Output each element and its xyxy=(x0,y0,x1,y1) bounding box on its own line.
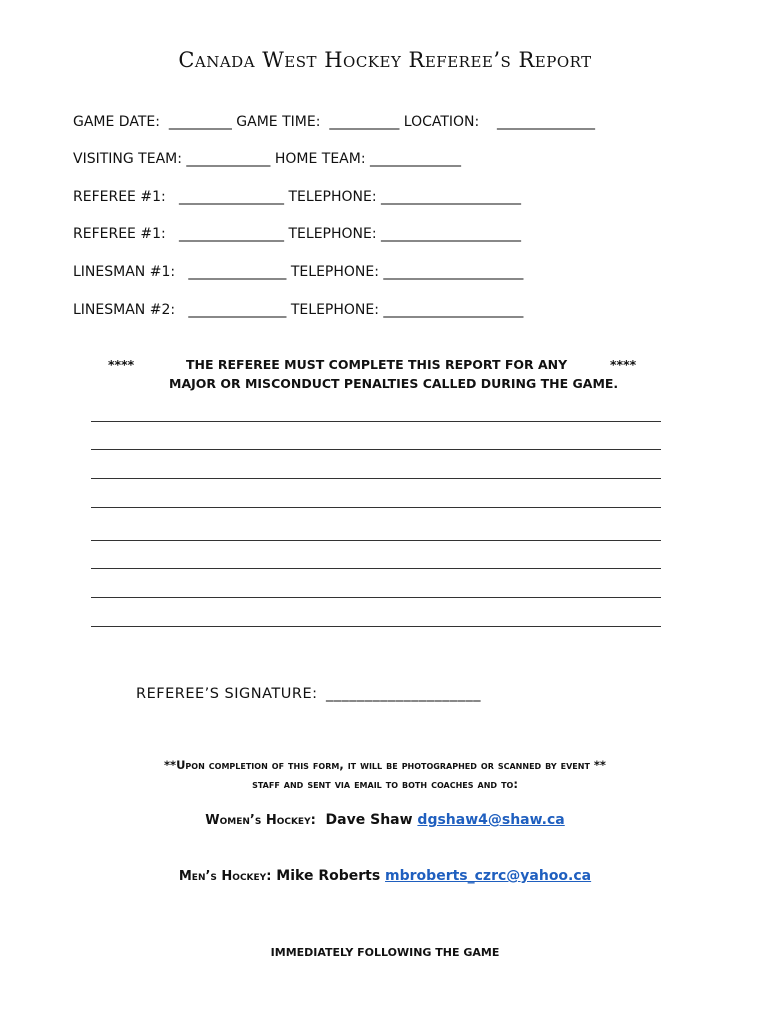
womens-name: Dave Shaw xyxy=(325,812,413,828)
referee-1-row: REFEREE #1: _______________ TELEPHONE: ____________________ xyxy=(73,189,522,205)
linesman-1-row: LINESMAN #1: ______________ TELEPHONE: ____________________ xyxy=(73,264,524,280)
signature-blank: ____________________ xyxy=(326,686,481,702)
report-line-7 xyxy=(91,597,661,598)
final-note: IMMEDIATELY FOLLOWING THE GAME xyxy=(270,946,500,959)
womens-email-link[interactable]: dgshaw4@shaw.ca xyxy=(417,812,565,828)
report-line-4 xyxy=(91,507,661,508)
teams-row: VISITING TEAM: ____________ HOME TEAM: _____________ xyxy=(73,151,461,167)
notice-line-1: THE REFEREE MUST COMPLETE THIS REPORT FOR ANY xyxy=(186,357,568,372)
report-line-8 xyxy=(91,626,661,627)
footer-line-1: **Upon completion of this form, it will be photographed or scanned by event ** xyxy=(164,758,606,772)
report-line-2 xyxy=(91,449,661,450)
notice-stars-right: **** xyxy=(610,357,637,372)
notice-stars-left: **** xyxy=(108,357,135,372)
signature-label: REFEREE’S SIGNATURE: xyxy=(136,686,318,702)
referee-2-row: REFEREE #1: _______________ TELEPHONE: ____________________ xyxy=(73,226,522,242)
mens-email-link[interactable]: mbroberts_czrc@yahoo.ca xyxy=(385,868,592,884)
notice-line-2: MAJOR OR MISCONDUCT PENALTIES CALLED DURING THE GAME. xyxy=(169,376,619,391)
report-line-5 xyxy=(91,540,661,541)
mens-name: Mike Roberts xyxy=(276,868,381,884)
game-info-row: GAME DATE: _________ GAME TIME: __________ LOCATION: ______________ xyxy=(73,114,596,130)
womens-label: Women’s Hockey: xyxy=(205,813,316,828)
report-line-6 xyxy=(91,568,661,569)
page-title: Canada West Hockey Referee’s Report xyxy=(178,48,592,72)
linesman-2-row: LINESMAN #2: ______________ TELEPHONE: ____________________ xyxy=(73,302,524,318)
report-line-3 xyxy=(91,478,661,479)
mens-label: Men’s Hockey: xyxy=(178,869,272,884)
mens-contact xyxy=(0,868,770,884)
report-line-1 xyxy=(91,421,661,422)
footer-line-2: staff and sent via email to both coaches and to: xyxy=(252,777,518,791)
womens-contact xyxy=(0,812,770,828)
